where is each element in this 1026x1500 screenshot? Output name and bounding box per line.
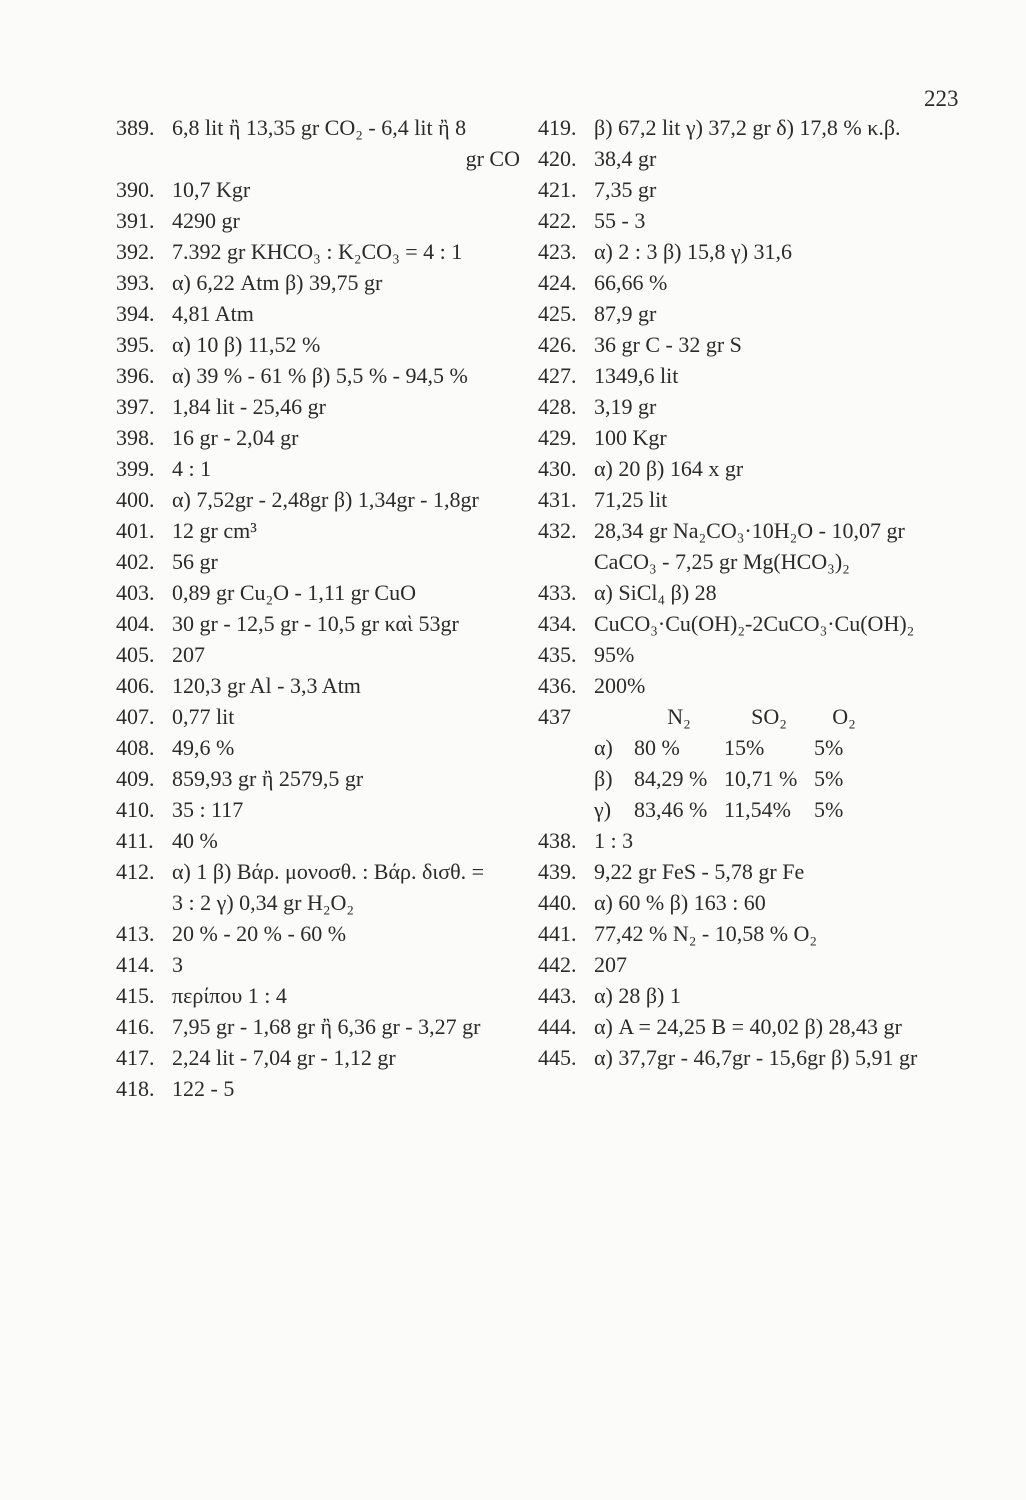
entry-text: α) A = 24,25 B = 40,02 β) 28,43 gr — [594, 1014, 902, 1039]
entry-number: 441. — [538, 921, 577, 946]
answer-entry — [116, 918, 536, 949]
entry-text: 28,34 gr Na₂CO₃·10H₂O - 10,07 gr — [594, 518, 905, 543]
entry-number: 445. — [538, 1045, 577, 1070]
answer-entry — [538, 205, 978, 236]
answer-entry — [538, 267, 978, 298]
entry-text: 30 gr - 12,5 gr - 10,5 gr καὶ 53gr — [172, 611, 459, 636]
row-label: α) — [594, 735, 613, 760]
answer-entry — [538, 236, 978, 267]
answer-entry — [538, 608, 978, 639]
entry-number: 396. — [116, 363, 155, 388]
entry-text: 200% — [594, 673, 646, 698]
answer-entry — [538, 670, 978, 701]
answer-entry — [116, 1011, 536, 1042]
answer-entry — [116, 329, 536, 360]
entry-number: 404. — [116, 611, 155, 636]
entry-number: 401. — [116, 518, 155, 543]
row-label: β) — [594, 766, 613, 791]
answer-entry — [116, 484, 536, 515]
table-cell: 84,29 % — [634, 766, 708, 791]
entry-text: 16 gr - 2,04 gr — [172, 425, 299, 450]
entry-number: 420. — [538, 146, 577, 171]
column-header: O₂ — [832, 704, 856, 729]
entry-number: 440. — [538, 890, 577, 915]
entry-number: 444. — [538, 1014, 577, 1039]
entry-text: β) 67,2 lit γ) 37,2 gr δ) 17,8 % κ.β. — [594, 115, 901, 140]
entry-text: 9,22 gr FeS - 5,78 gr Fe — [594, 859, 805, 884]
entry-number: 411. — [116, 828, 154, 853]
answer-entry — [538, 577, 978, 608]
entry-number: 397. — [116, 394, 155, 419]
entry-number: 424. — [538, 270, 577, 295]
entry-text: 36 gr C - 32 gr S — [594, 332, 742, 357]
entry-number: 391. — [116, 208, 155, 233]
entry-text: 207 — [172, 642, 205, 667]
entry-text: 6,8 lit ἢ 13,35 gr CO₂ - 6,4 lit ἢ 8 — [172, 115, 467, 140]
entry-number: 400. — [116, 487, 155, 512]
entry-number: 394. — [116, 301, 155, 326]
entry-number: 439. — [538, 859, 577, 884]
entry-text: 4,81 Atm — [172, 301, 254, 326]
answer-entry — [538, 887, 978, 918]
entry-text: α) 39 % - 61 % β) 5,5 % - 94,5 % — [172, 363, 468, 388]
answer-entry — [116, 732, 536, 763]
entry-number: 435. — [538, 642, 577, 667]
answer-entry — [538, 112, 978, 143]
column-header: SO₂ — [751, 704, 787, 729]
entry-text: 207 — [594, 952, 627, 977]
entry-number: 406. — [116, 673, 155, 698]
entry-number: 392. — [116, 239, 155, 264]
table-row — [538, 732, 978, 763]
entry-text: 0,89 gr Cu₂O - 1,11 gr CuO — [172, 580, 416, 605]
answer-entry — [538, 856, 978, 887]
answer-entry — [116, 515, 536, 546]
answer-entry — [116, 608, 536, 639]
entry-text: 7.392 gr KHCO₃ : K₂CO₃ = 4 : 1 — [172, 239, 463, 264]
entry-number: 410. — [116, 797, 155, 822]
entry-number: 437 — [538, 704, 571, 729]
entry-number: 421. — [538, 177, 577, 202]
entry-text: 40 % — [172, 828, 218, 853]
entry-text: α) 1 β) Βάρ. μονοσθ. : Βάρ. δισθ. = — [172, 859, 485, 884]
entry-text: 122 - 5 — [172, 1076, 235, 1101]
answer-entry — [116, 856, 536, 887]
answer-entry — [116, 1073, 536, 1104]
entry-number: 418. — [116, 1076, 155, 1101]
entry-number: 417. — [116, 1045, 155, 1070]
entry-number: 413. — [116, 921, 155, 946]
answer-entry — [116, 391, 536, 422]
answer-entry — [538, 918, 978, 949]
entry-number: 407. — [116, 704, 155, 729]
entry-text: 3,19 gr — [594, 394, 657, 419]
right-column — [538, 112, 978, 1073]
entry-number: 390. — [116, 177, 155, 202]
table-437 — [538, 701, 978, 825]
entry-text: 56 gr — [172, 549, 218, 574]
answer-entry — [538, 298, 978, 329]
table-cell: 80 % — [634, 735, 680, 760]
entry-text: 87,9 gr — [594, 301, 657, 326]
entry-text: 0,77 lit — [172, 704, 235, 729]
entry-number: 433. — [538, 580, 577, 605]
entry-text: α) SiCl₄ β) 28 — [594, 580, 717, 605]
answer-entry — [116, 236, 536, 267]
answer-entry — [116, 1042, 536, 1073]
entry-number: 436. — [538, 673, 577, 698]
entry-text: περίπου 1 : 4 — [172, 983, 287, 1008]
answer-entry — [116, 980, 536, 1011]
entry-number: 416. — [116, 1014, 155, 1039]
entry-text: 10,7 Kgr — [172, 177, 251, 202]
entry-number: 426. — [538, 332, 577, 357]
answer-entry — [116, 298, 536, 329]
answer-entry — [116, 112, 536, 143]
entry-number: 443. — [538, 983, 577, 1008]
answer-entry — [538, 174, 978, 205]
entry-text: 55 - 3 — [594, 208, 646, 233]
entry-text: α) 37,7gr - 46,7gr - 15,6gr β) 5,91 gr — [594, 1045, 918, 1070]
entry-number: 414. — [116, 952, 155, 977]
entry-number: 415. — [116, 983, 155, 1008]
answer-entry — [116, 825, 536, 856]
answer-entry — [116, 453, 536, 484]
answer-entry — [538, 639, 978, 670]
answer-entry — [116, 205, 536, 236]
entry-number: 389. — [116, 115, 155, 140]
entry-number: 412. — [116, 859, 155, 884]
table-header-row — [538, 701, 978, 732]
entry-continuation: gr CO — [465, 146, 520, 171]
answer-entry — [116, 794, 536, 825]
answer-entry — [538, 143, 978, 174]
entry-number: 402. — [116, 549, 155, 574]
entry-text: 7,95 gr - 1,68 gr ἢ 6,36 gr - 3,27 gr — [172, 1014, 481, 1039]
answer-entry — [538, 515, 978, 546]
table-cell: 10,71 % — [724, 766, 798, 791]
answer-entry — [538, 329, 978, 360]
answer-entry — [538, 980, 978, 1011]
entry-number: 422. — [538, 208, 577, 233]
entry-text: 77,42 % N₂ - 10,58 % O₂ — [594, 921, 818, 946]
entry-text: 71,25 lit — [594, 487, 668, 512]
entry-text: 4290 gr — [172, 208, 240, 233]
entry-number: 408. — [116, 735, 155, 760]
entry-number: 430. — [538, 456, 577, 481]
entry-text: 7,35 gr — [594, 177, 657, 202]
left-column — [116, 112, 536, 1104]
answer-entry — [116, 639, 536, 670]
entry-text: α) 10 β) 11,52 % — [172, 332, 321, 357]
entry-text: 1349,6 lit — [594, 363, 679, 388]
entry-text: 2,24 lit - 7,04 gr - 1,12 gr — [172, 1045, 396, 1070]
table-cell: 83,46 % — [634, 797, 708, 822]
table-cell: 15% — [724, 735, 765, 760]
entry-continuation: CaCO₃ - 7,25 gr Mg(HCO₃)₂ — [594, 549, 850, 574]
entry-number: 428. — [538, 394, 577, 419]
entry-number: 431. — [538, 487, 577, 512]
entry-number: 442. — [538, 952, 577, 977]
answer-entry — [538, 391, 978, 422]
entry-text: 1 : 3 — [594, 828, 634, 853]
entry-text: α) 20 β) 164 x gr — [594, 456, 744, 481]
answer-entry — [538, 422, 978, 453]
table-cell: 5% — [814, 735, 844, 760]
entry-text: 12 gr cm³ — [172, 518, 257, 543]
entry-text: α) 60 % β) 163 : 60 — [594, 890, 766, 915]
entry-text: α) 6,22 Atm β) 39,75 gr — [172, 270, 383, 295]
answer-entry — [116, 763, 536, 794]
entry-continuation: 3 : 2 γ) 0,34 gr H₂O₂ — [172, 890, 355, 915]
entry-text: 35 : 117 — [172, 797, 244, 822]
entry-number: 432. — [538, 518, 577, 543]
entry-number: 409. — [116, 766, 155, 791]
answer-entry — [538, 949, 978, 980]
answer-entry — [116, 546, 536, 577]
answer-entry — [116, 949, 536, 980]
answer-entry — [116, 267, 536, 298]
answer-entry — [116, 360, 536, 391]
entry-number: 425. — [538, 301, 577, 326]
entry-text: 4 : 1 — [172, 456, 212, 481]
entry-number: 403. — [116, 580, 155, 605]
answer-entry — [538, 1042, 978, 1073]
table-row — [538, 763, 978, 794]
entry-text: α) 28 β) 1 — [594, 983, 681, 1008]
entry-text: 20 % - 20 % - 60 % — [172, 921, 347, 946]
table-cell: 5% — [814, 797, 844, 822]
entry-number: 405. — [116, 642, 155, 667]
answer-entry — [116, 422, 536, 453]
table-row — [538, 794, 978, 825]
entry-number: 423. — [538, 239, 577, 264]
answer-entry — [538, 453, 978, 484]
table-cell: 11,54% — [724, 797, 792, 822]
entry-text: 95% — [594, 642, 635, 667]
answer-entry — [538, 484, 978, 515]
entry-number: 395. — [116, 332, 155, 357]
entry-text: 49,6 % — [172, 735, 235, 760]
answer-entry — [116, 670, 536, 701]
entry-number: 434. — [538, 611, 577, 636]
entry-number: 399. — [116, 456, 155, 481]
entry-number: 438. — [538, 828, 577, 853]
entry-text: CuCO₃·Cu(OH)₂-2CuCO₃·Cu(OH)₂ — [594, 611, 915, 636]
entry-number: 429. — [538, 425, 577, 450]
entry-number: 398. — [116, 425, 155, 450]
answer-entry — [116, 174, 536, 205]
entry-number: 427. — [538, 363, 577, 388]
entry-text: 1,84 lit - 25,46 gr — [172, 394, 326, 419]
answer-entry — [538, 1011, 978, 1042]
column-header: N₂ — [667, 704, 691, 729]
row-label: γ) — [594, 797, 612, 822]
entry-text: 66,66 % — [594, 270, 668, 295]
answer-entry — [538, 825, 978, 856]
entry-number: 419. — [538, 115, 577, 140]
entry-number: 393. — [116, 270, 155, 295]
entry-text: α) 2 : 3 β) 15,8 γ) 31,6 — [594, 239, 793, 264]
answer-entry — [116, 701, 536, 732]
entry-text: 100 Kgr — [594, 425, 667, 450]
answer-entry — [538, 360, 978, 391]
entry-text: 3 — [172, 952, 183, 977]
answer-entry — [116, 577, 536, 608]
page-number: 223 — [924, 86, 959, 111]
entry-text: 859,93 gr ἢ 2579,5 gr — [172, 766, 364, 791]
entry-text: 120,3 gr Al - 3,3 Atm — [172, 673, 361, 698]
entry-text: α) 7,52gr - 2,48gr β) 1,34gr - 1,8gr — [172, 487, 479, 512]
entry-text: 38,4 gr — [594, 146, 657, 171]
table-cell: 5% — [814, 766, 844, 791]
